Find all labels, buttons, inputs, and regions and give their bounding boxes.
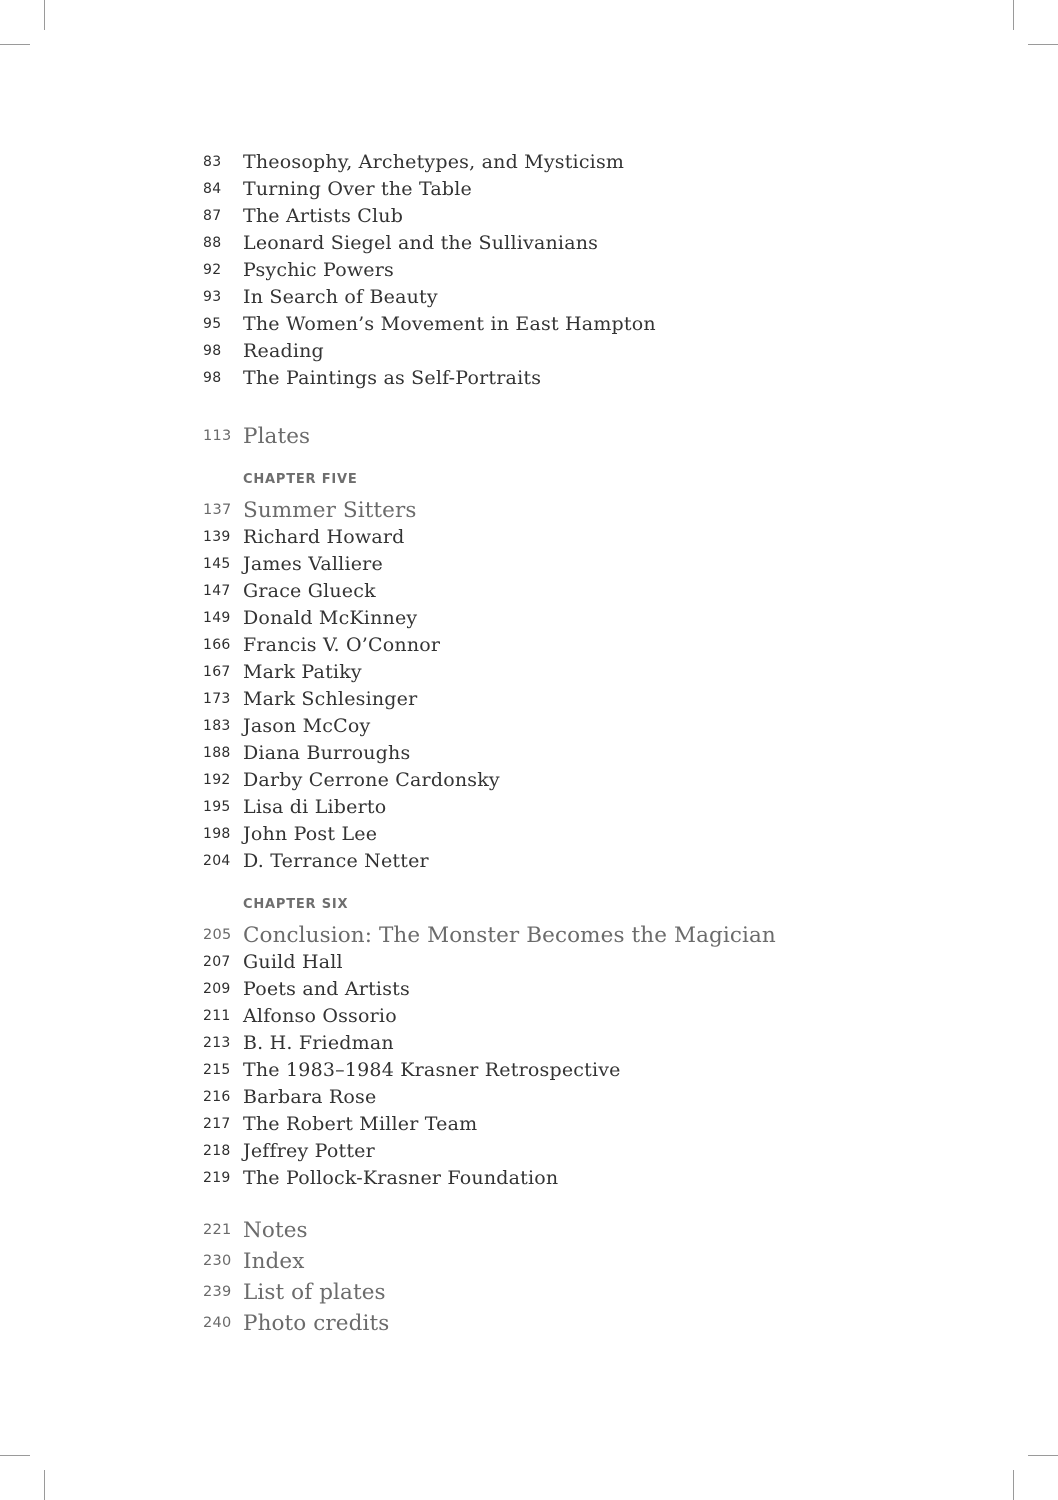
toc-entry xyxy=(0,605,1058,632)
toc-entry xyxy=(0,203,1058,230)
toc-page-number: 93 xyxy=(203,289,222,305)
toc-page-number: 87 xyxy=(203,208,222,224)
toc-entry-title: The Women’s Movement in East Hampton xyxy=(243,313,656,335)
toc-page-number: 213 xyxy=(203,1035,231,1051)
crop-mark-top-right-vertical xyxy=(1013,0,1014,30)
toc-entry-title: John Post Lee xyxy=(243,823,378,845)
toc-page-number: 215 xyxy=(203,1062,231,1078)
toc-entry-title: Grace Glueck xyxy=(243,580,376,602)
toc-page-number: 219 xyxy=(203,1170,231,1186)
toc-page-number: 173 xyxy=(203,691,231,707)
toc-entry xyxy=(0,1084,1058,1111)
crop-mark-bottom-left-vertical xyxy=(44,1470,45,1500)
toc-page-number: 98 xyxy=(203,370,222,386)
crop-mark-top-right-horizontal xyxy=(1028,44,1058,45)
toc-entry-title: Alfonso Ossorio xyxy=(243,1005,397,1027)
toc-page-number: 239 xyxy=(203,1284,232,1300)
toc-entry xyxy=(0,230,1058,257)
toc-entry xyxy=(0,311,1058,338)
toc-page-number: 147 xyxy=(203,583,231,599)
toc-page-number: 84 xyxy=(203,181,222,197)
toc-entry-title: The 1983–1984 Krasner Retrospective xyxy=(243,1059,621,1081)
toc-entry-title: D. Terrance Netter xyxy=(243,850,429,872)
toc-entry xyxy=(0,686,1058,713)
toc-page-number: 195 xyxy=(203,799,231,815)
chapter-heading xyxy=(0,497,1058,524)
toc-entry xyxy=(0,338,1058,365)
toc-entry-title: Jason McCoy xyxy=(243,715,371,737)
toc-entry xyxy=(0,1003,1058,1030)
toc-page-number: 205 xyxy=(203,927,232,943)
toc-entry-title: James Valliere xyxy=(243,553,383,575)
toc-entry-title: B. H. Friedman xyxy=(243,1032,394,1054)
toc-page-number: 167 xyxy=(203,664,231,680)
toc-section-notes xyxy=(0,1217,1058,1244)
toc-entry xyxy=(0,578,1058,605)
toc-entry-title: Psychic Powers xyxy=(243,259,394,281)
toc-entry-title: The Robert Miller Team xyxy=(243,1113,478,1135)
toc-entry-title: Mark Schlesinger xyxy=(243,688,418,710)
toc-page-number: 217 xyxy=(203,1116,231,1132)
toc-entry-title: Barbara Rose xyxy=(243,1086,377,1108)
toc-entry-title: Darby Cerrone Cardonsky xyxy=(243,769,500,791)
toc-page-number: 92 xyxy=(203,262,222,278)
toc-page-number: 166 xyxy=(203,637,231,653)
toc-entry-title: Guild Hall xyxy=(243,951,343,973)
toc-entry xyxy=(0,740,1058,767)
toc-entry xyxy=(0,632,1058,659)
toc-page-number: 230 xyxy=(203,1253,232,1269)
toc-section-plates xyxy=(0,423,1058,450)
toc-entry xyxy=(0,257,1058,284)
toc-page-number: 113 xyxy=(203,428,232,444)
toc-entry-title: In Search of Beauty xyxy=(243,286,438,308)
toc-entry xyxy=(0,713,1058,740)
crop-mark-top-left-horizontal xyxy=(0,44,30,45)
toc-entry-title: Mark Patiky xyxy=(243,661,362,683)
toc-entry xyxy=(0,284,1058,311)
toc-entry xyxy=(0,1030,1058,1057)
crop-mark-top-left-vertical xyxy=(44,0,45,30)
toc-page-number: 188 xyxy=(203,745,231,761)
toc-section-photo-credits xyxy=(0,1310,1058,1337)
toc-entry xyxy=(0,149,1058,176)
toc-page-number: 192 xyxy=(203,772,231,788)
toc-entry xyxy=(0,949,1058,976)
toc-page-number: 149 xyxy=(203,610,231,626)
toc-page-number: 209 xyxy=(203,981,231,997)
toc-page-number: 145 xyxy=(203,556,231,572)
toc-entry xyxy=(0,1165,1058,1192)
toc-section-title: Index xyxy=(243,1249,305,1274)
toc-page-number: 83 xyxy=(203,154,222,170)
toc-page-number: 98 xyxy=(203,343,222,359)
toc-page-number: 218 xyxy=(203,1143,231,1159)
toc-page-number: 88 xyxy=(203,235,222,251)
toc-section-list-of-plates xyxy=(0,1279,1058,1306)
toc-page-number: 95 xyxy=(203,316,222,332)
toc-page-number: 216 xyxy=(203,1089,231,1105)
chapter-label: CHAPTER FIVE xyxy=(243,472,358,487)
toc-entry-title: The Pollock-Krasner Foundation xyxy=(243,1167,559,1189)
toc-section-index xyxy=(0,1248,1058,1275)
toc-section-title: Plates xyxy=(243,424,311,449)
toc-entry xyxy=(0,767,1058,794)
chapter-title: Conclusion: The Monster Becomes the Magician xyxy=(243,923,776,948)
toc-page-number: 240 xyxy=(203,1315,232,1331)
toc-page-number: 207 xyxy=(203,954,231,970)
toc-entry-title: Poets and Artists xyxy=(243,978,410,1000)
toc-entry xyxy=(0,976,1058,1003)
toc-page-number: 139 xyxy=(203,529,231,545)
toc-entry-title: Jeffrey Potter xyxy=(243,1140,375,1162)
toc-entry xyxy=(0,1057,1058,1084)
toc-entry-title: The Paintings as Self-Portraits xyxy=(243,367,542,389)
toc-entry xyxy=(0,659,1058,686)
chapter-label: CHAPTER SIX xyxy=(243,897,349,912)
toc-entry xyxy=(0,794,1058,821)
toc-entry-title: Theosophy, Archetypes, and Mysticism xyxy=(243,151,625,173)
crop-mark-bottom-left-horizontal xyxy=(0,1455,30,1456)
toc-entry-title: Diana Burroughs xyxy=(243,742,411,764)
toc-entry xyxy=(0,176,1058,203)
toc-entry xyxy=(0,365,1058,392)
toc-entry xyxy=(0,524,1058,551)
toc-entry-title: Leonard Siegel and the Sullivanians xyxy=(243,232,599,254)
toc-entry-title: Donald McKinney xyxy=(243,607,418,629)
toc-entry xyxy=(0,848,1058,875)
toc-page-number: 183 xyxy=(203,718,231,734)
toc-page-number: 137 xyxy=(203,502,232,518)
toc-entry-title: Turning Over the Table xyxy=(243,178,472,200)
toc-entry-title: The Artists Club xyxy=(243,205,404,227)
toc-entry xyxy=(0,1111,1058,1138)
toc-entry xyxy=(0,1138,1058,1165)
toc-entry-title: Francis V. O’Connor xyxy=(243,634,441,656)
toc-entry xyxy=(0,551,1058,578)
toc-page-number: 204 xyxy=(203,853,231,869)
chapter-title: Summer Sitters xyxy=(243,498,417,523)
toc-entry-title: Richard Howard xyxy=(243,526,405,548)
toc-page-number: 211 xyxy=(203,1008,231,1024)
toc-section-title: Notes xyxy=(243,1218,308,1243)
toc-entry xyxy=(0,821,1058,848)
toc-section-title: List of plates xyxy=(243,1280,386,1305)
toc-page-number: 198 xyxy=(203,826,231,842)
toc-entry-title: Reading xyxy=(243,340,324,362)
crop-mark-bottom-right-horizontal xyxy=(1028,1455,1058,1456)
chapter-heading xyxy=(0,922,1058,949)
toc-page-number: 221 xyxy=(203,1222,232,1238)
toc-entry-title: Lisa di Liberto xyxy=(243,796,387,818)
crop-mark-bottom-right-vertical xyxy=(1013,1470,1014,1500)
toc-section-title: Photo credits xyxy=(243,1311,390,1336)
